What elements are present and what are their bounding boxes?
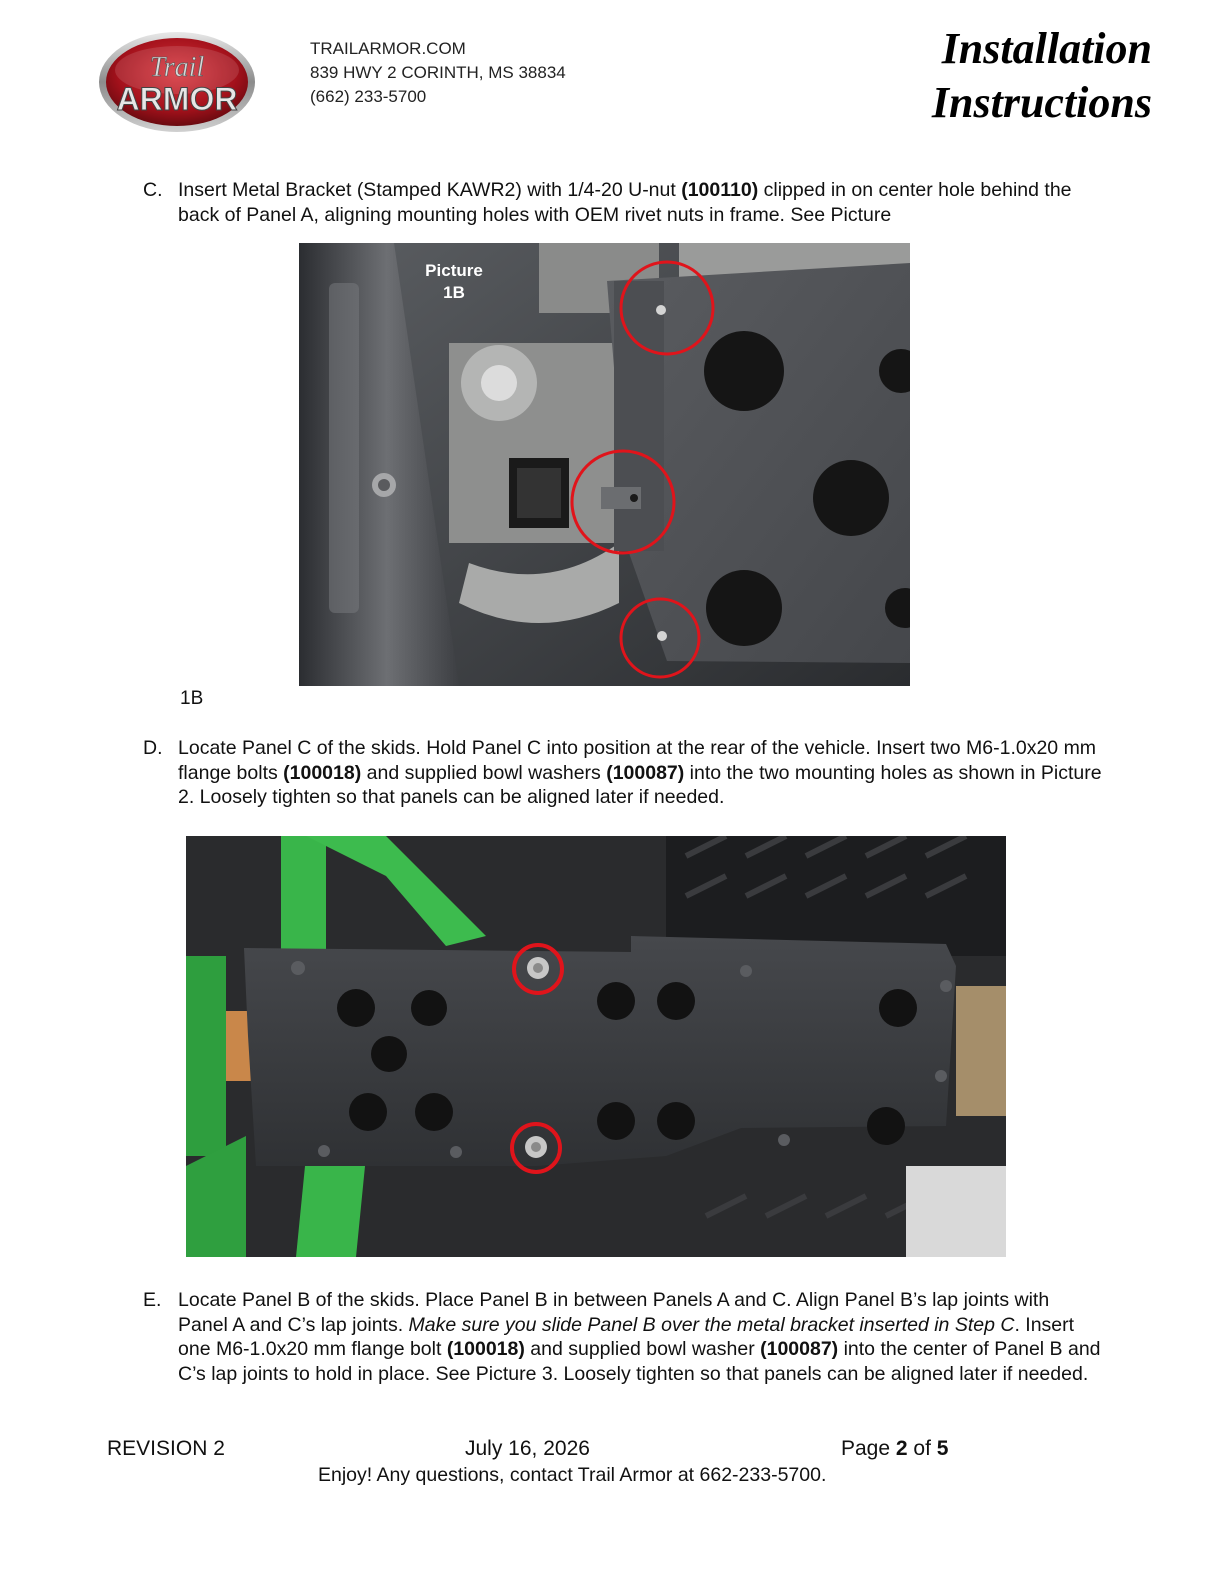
page-current: 2 <box>895 1437 908 1460</box>
footer-revision: REVISION 2 <box>107 1437 225 1460</box>
part-number: (100018) <box>283 761 362 784</box>
step-text: Locate Panel B of the skids. Place Panel B in between Panels A and C. Align Panel B’s lap joints with Panel A and C’s lap joints. <box>178 1289 1050 1336</box>
step-d-text <box>178 736 1103 810</box>
step-letter: D. <box>143 737 163 759</box>
company-address: 839 HWY 2 CORINTH, MS 38834 <box>310 63 566 82</box>
step-text: Insert Metal Bracket (Stamped KAWR2) with 1/4-20 U-nut <box>178 179 682 201</box>
footer-date: July 16, 2026 <box>465 1437 590 1460</box>
picture-1b-caption: 1B <box>180 688 204 709</box>
step-c-text <box>178 178 1103 227</box>
step-text: and supplied bowl washer <box>524 1338 761 1360</box>
footer-contact: Enjoy! Any questions, contact Trail Armor at 662-233-5700. <box>318 1464 827 1486</box>
part-number: (100018) <box>446 1338 525 1360</box>
picture-1b <box>299 243 910 686</box>
logo-text-top: Trail <box>149 52 205 83</box>
picture-label-line1: Picture <box>425 261 483 280</box>
step-text: clipped in on center hole behind the back of Panel A, aligning mounting holes with OEM rivet nuts in frame. See Picture <box>178 179 1072 226</box>
step-d <box>143 736 1103 810</box>
picture-2 <box>186 836 1006 1257</box>
title-line-1: Installation <box>941 24 1152 73</box>
step-c <box>143 178 1103 227</box>
step-text: Locate Panel C of the skids. Hold Panel C into position at the rear of the vehicle. Insert two M6-1.0x20 mm flange bolts <box>178 737 1097 784</box>
company-website: TRAILARMOR.COM <box>310 39 466 58</box>
part-number: (100087) <box>760 1338 839 1360</box>
step-text: into the center of Panel B and C’s lap joints to hold in place. See Picture 3. Loosely tighten so that panels can be aligned later if needed. <box>178 1338 1101 1385</box>
step-letter: C. <box>143 179 163 201</box>
step-text: into the two mounting holes as shown in Picture 2. Loosely tighten so that panels can be aligned later if needed. <box>178 761 1102 808</box>
part-number: (100110) <box>681 179 759 201</box>
document-title <box>932 22 1152 130</box>
trail-armor-logo <box>96 24 258 136</box>
page-prefix: Page <box>841 1437 896 1460</box>
company-phone: (662) 233-5700 <box>310 87 427 106</box>
step-text: . Insert one M6-1.0x20 mm flange bolt <box>178 1313 1075 1360</box>
logo-text-bottom: ARMOR <box>116 81 238 117</box>
part-number: (100087) <box>606 761 685 784</box>
title-line-2: Instructions <box>931 78 1152 127</box>
page-of: of <box>907 1437 937 1460</box>
footer-page-number <box>841 1437 948 1461</box>
page-total: 5 <box>936 1437 949 1460</box>
step-text: and supplied bowl washers <box>361 761 607 784</box>
picture-label-line2: 1B <box>443 283 465 302</box>
step-emphasis: Make sure you slide Panel B over the metal bracket inserted in Step C <box>408 1313 1015 1336</box>
step-letter: E. <box>143 1289 162 1311</box>
step-e <box>143 1288 1103 1386</box>
step-e-text <box>178 1288 1103 1386</box>
company-info <box>310 37 566 109</box>
